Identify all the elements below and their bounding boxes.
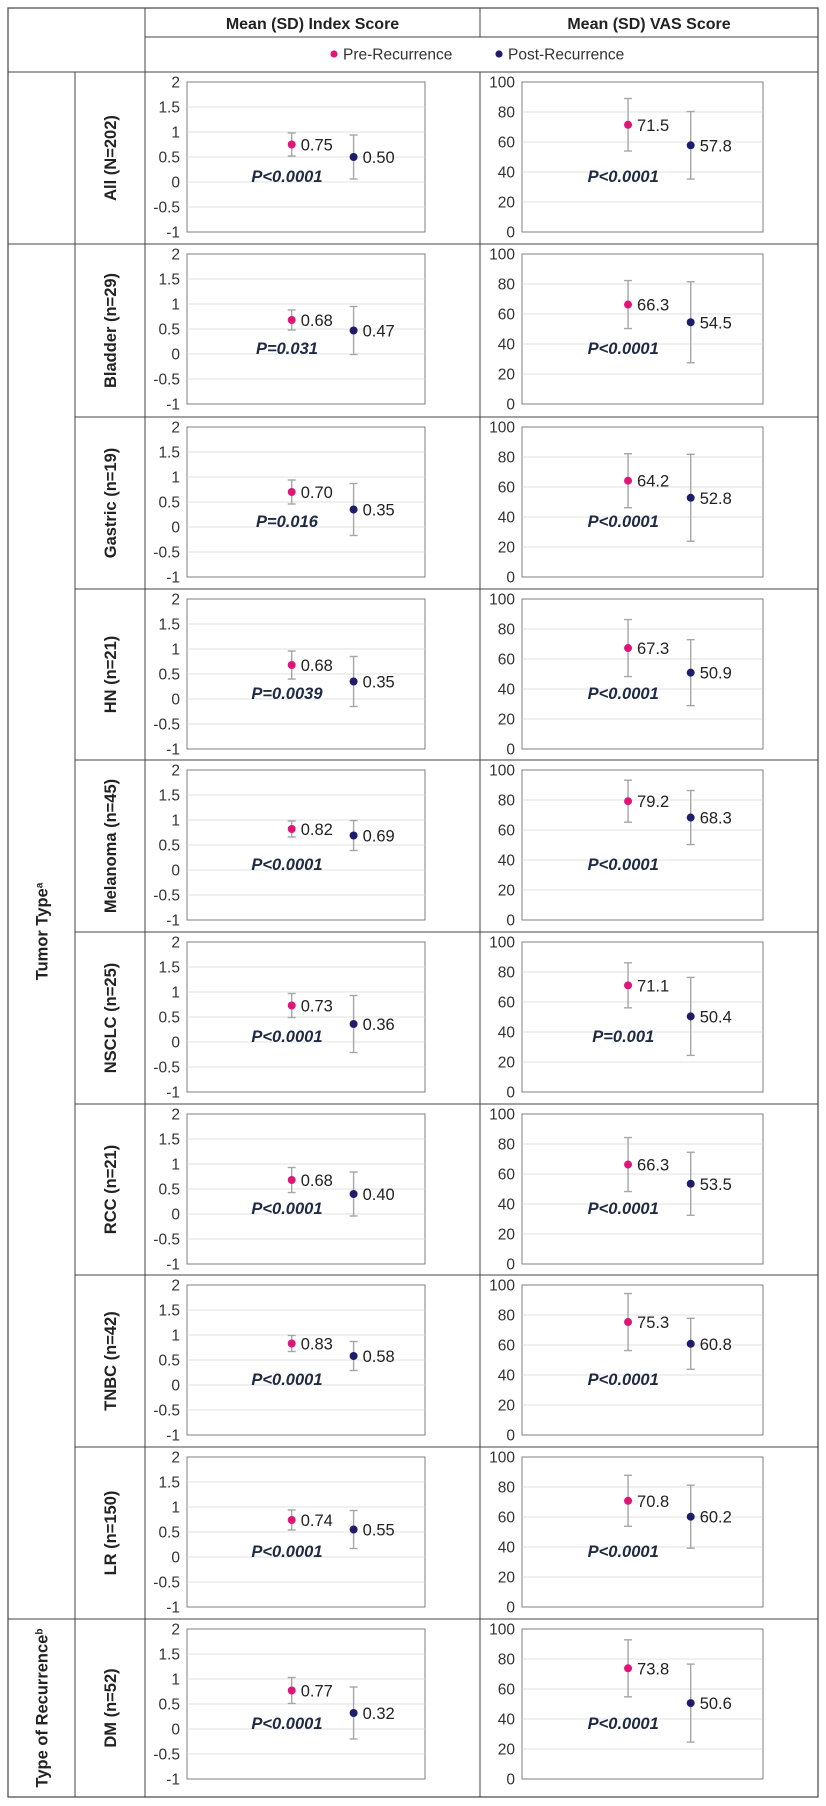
index-panel bbox=[153, 592, 425, 759]
y-tick-label: -0.5 bbox=[153, 1231, 180, 1249]
pre-value-label: 0.74 bbox=[300, 1512, 333, 1530]
y-tick-label: 2 bbox=[171, 762, 180, 780]
row-label bbox=[102, 115, 120, 201]
y-tick-label: 0 bbox=[506, 1771, 515, 1789]
pre-value-label: 0.68 bbox=[300, 1172, 333, 1190]
pre-value-label: 0.82 bbox=[300, 821, 333, 839]
pre-mean-point bbox=[624, 797, 632, 805]
y-tick-label: 100 bbox=[489, 762, 515, 780]
row-label bbox=[102, 1145, 120, 1234]
p-value-label: P<0.0001 bbox=[251, 1200, 323, 1218]
pre-mean-point bbox=[624, 121, 632, 129]
y-tick-label: -1 bbox=[166, 741, 180, 759]
row-label-text: DM (n=52) bbox=[102, 1668, 120, 1748]
vas-panel bbox=[489, 592, 763, 759]
post-mean-point bbox=[687, 1180, 695, 1188]
y-tick-label: 60 bbox=[497, 651, 515, 669]
post-value-label: 0.69 bbox=[362, 827, 395, 846]
post-value-label: 0.40 bbox=[362, 1186, 395, 1204]
post-value-label: 0.35 bbox=[362, 673, 395, 692]
vas-panel bbox=[489, 1622, 763, 1789]
y-tick-label: 60 bbox=[497, 1681, 515, 1699]
y-tick-label: 40 bbox=[497, 509, 515, 527]
vas-panel bbox=[489, 763, 763, 930]
index-panel bbox=[153, 247, 425, 414]
y-tick-label: 0.5 bbox=[158, 837, 180, 855]
group-label bbox=[34, 1629, 52, 1788]
y-tick-label: 1.5 bbox=[158, 959, 180, 977]
post-value-label: 50.6 bbox=[699, 1695, 732, 1714]
index-column-title: Mean (SD) Index Score bbox=[225, 16, 400, 33]
y-tick-label: 40 bbox=[497, 852, 515, 870]
y-tick-label: 0 bbox=[171, 1377, 180, 1395]
y-tick-label: 2 bbox=[171, 74, 180, 92]
row-label-text: Gastric (n=19) bbox=[102, 447, 120, 559]
y-tick-label: 20 bbox=[497, 366, 515, 384]
row-label bbox=[102, 636, 120, 713]
row-label bbox=[102, 779, 120, 913]
index-panel bbox=[153, 1622, 425, 1789]
pre-value-label: 70.8 bbox=[637, 1492, 670, 1511]
group-label-text bbox=[34, 1629, 52, 1788]
pre-mean-point bbox=[288, 825, 296, 833]
post-value-label: 52.8 bbox=[699, 489, 732, 508]
vas-panel bbox=[489, 935, 763, 1102]
vas-plot-frame bbox=[522, 82, 763, 232]
legend-post-marker bbox=[495, 50, 502, 57]
post-value-label: 50.9 bbox=[699, 664, 732, 683]
y-tick-label: 0 bbox=[506, 396, 515, 414]
group-label-text bbox=[34, 882, 52, 980]
row-label-text: TNBC (n=42) bbox=[102, 1311, 120, 1411]
pre-value-label: 79.2 bbox=[637, 793, 670, 812]
pre-mean-point bbox=[288, 1340, 296, 1348]
group-label-superscript: b bbox=[34, 1628, 45, 1635]
y-tick-label: 0 bbox=[506, 1599, 515, 1617]
p-value-label: P<0.0001 bbox=[251, 1543, 323, 1561]
y-tick-label: 20 bbox=[497, 539, 515, 557]
pre-mean-point bbox=[624, 644, 632, 652]
row-label bbox=[102, 448, 120, 559]
vas-plot-frame bbox=[522, 1457, 763, 1607]
post-value-label: 0.47 bbox=[362, 322, 395, 341]
row-label-text: All (N=202) bbox=[102, 115, 120, 201]
y-tick-label: 0 bbox=[506, 569, 515, 587]
y-tick-label: 1.5 bbox=[158, 271, 180, 289]
y-tick-label: 2 bbox=[171, 246, 180, 264]
y-tick-label: 60 bbox=[497, 822, 515, 840]
post-mean-point bbox=[350, 1526, 358, 1534]
group-label-superscript: a bbox=[34, 882, 45, 889]
y-tick-label: 0.5 bbox=[158, 149, 180, 167]
index-panel bbox=[153, 1450, 425, 1617]
y-tick-label: 0 bbox=[506, 1256, 515, 1274]
vas-panel bbox=[489, 420, 763, 587]
post-mean-point bbox=[350, 678, 358, 686]
y-tick-label: 60 bbox=[497, 1166, 515, 1184]
y-tick-label: -1 bbox=[166, 1084, 180, 1102]
post-value-label: 0.55 bbox=[362, 1521, 395, 1540]
vas-column-title: Mean (SD) VAS Score bbox=[567, 16, 731, 33]
y-tick-label: 80 bbox=[497, 964, 515, 982]
post-value-label: 54.5 bbox=[699, 314, 732, 333]
index-panel bbox=[153, 1107, 425, 1274]
y-tick-label: 1 bbox=[171, 641, 180, 659]
y-tick-label: 100 bbox=[489, 1621, 515, 1639]
p-value-label: P<0.0001 bbox=[587, 340, 659, 358]
post-value-label: 0.32 bbox=[362, 1705, 395, 1723]
y-tick-label: 0.5 bbox=[158, 666, 180, 684]
pre-value-label: 0.68 bbox=[300, 312, 333, 330]
y-tick-label: 0 bbox=[171, 519, 180, 537]
y-tick-label: 40 bbox=[497, 336, 515, 354]
pre-mean-point bbox=[288, 488, 296, 496]
y-tick-label: 40 bbox=[497, 1367, 515, 1385]
legend-pre-label: Pre-Recurrence bbox=[343, 46, 453, 64]
y-tick-label: 0.5 bbox=[158, 1181, 180, 1199]
y-tick-label: 1.5 bbox=[158, 1302, 180, 1320]
y-tick-label: 20 bbox=[497, 882, 515, 900]
y-tick-label: 1 bbox=[171, 1156, 180, 1174]
y-tick-label: -0.5 bbox=[153, 887, 180, 905]
y-tick-label: 100 bbox=[489, 591, 515, 609]
y-tick-label: -1 bbox=[166, 912, 180, 930]
p-value-label: P=0.031 bbox=[255, 340, 318, 358]
p-value-label: P<0.0001 bbox=[587, 1715, 659, 1733]
pre-value-label: 66.3 bbox=[637, 296, 670, 315]
row-label-text: NSCLC (n=25) bbox=[102, 962, 120, 1074]
y-tick-label: 40 bbox=[497, 1539, 515, 1557]
y-tick-label: -1 bbox=[166, 224, 180, 242]
p-value-label: P<0.0001 bbox=[251, 1715, 323, 1733]
y-tick-label: 80 bbox=[497, 792, 515, 810]
pre-value-label: 67.3 bbox=[637, 640, 670, 659]
y-tick-label: 100 bbox=[489, 419, 515, 437]
y-tick-label: 100 bbox=[489, 246, 515, 264]
pre-mean-point bbox=[624, 981, 632, 989]
y-tick-label: 0 bbox=[506, 912, 515, 930]
y-tick-label: 1 bbox=[171, 1671, 180, 1689]
post-value-label: 0.35 bbox=[362, 501, 395, 520]
y-tick-label: -0.5 bbox=[153, 716, 180, 734]
pre-value-label: 0.70 bbox=[300, 484, 333, 502]
p-value-label: P<0.0001 bbox=[587, 1200, 659, 1218]
p-value-label: P=0.016 bbox=[255, 513, 318, 531]
y-tick-label: 2 bbox=[171, 1449, 180, 1467]
y-tick-label: 0.5 bbox=[158, 494, 180, 512]
y-tick-label: 0 bbox=[171, 862, 180, 880]
pre-mean-point bbox=[288, 316, 296, 324]
y-tick-label: 80 bbox=[497, 1136, 515, 1154]
row-label-text: HN (n=21) bbox=[102, 635, 120, 714]
y-tick-label: 1 bbox=[171, 1499, 180, 1517]
y-tick-label: 0.5 bbox=[158, 1009, 180, 1027]
y-tick-label: 0.5 bbox=[158, 1524, 180, 1542]
pre-mean-point bbox=[288, 141, 296, 149]
row-label-text: Melanoma (n=45) bbox=[102, 778, 120, 914]
y-tick-label: 60 bbox=[497, 134, 515, 152]
y-tick-label: -0.5 bbox=[153, 1059, 180, 1077]
post-mean-point bbox=[687, 494, 695, 502]
y-tick-label: 1.5 bbox=[158, 99, 180, 117]
y-tick-label: 80 bbox=[497, 449, 515, 467]
y-tick-label: 0.5 bbox=[158, 1696, 180, 1714]
y-tick-label: 1 bbox=[171, 812, 180, 830]
post-mean-point bbox=[350, 832, 358, 840]
row-label-text: RCC (n=21) bbox=[102, 1144, 120, 1235]
y-tick-label: -0.5 bbox=[153, 1402, 180, 1420]
post-mean-point bbox=[350, 153, 358, 161]
y-tick-label: 20 bbox=[497, 1397, 515, 1415]
y-tick-label: 40 bbox=[497, 1024, 515, 1042]
pre-value-label: 66.3 bbox=[637, 1156, 670, 1175]
index-panel bbox=[153, 1278, 425, 1445]
y-tick-label: 80 bbox=[497, 1651, 515, 1669]
p-value-label: P<0.0001 bbox=[587, 168, 659, 186]
vas-panel bbox=[489, 1278, 763, 1445]
pre-mean-point bbox=[288, 661, 296, 669]
y-tick-label: 0 bbox=[506, 741, 515, 759]
pre-value-label: 0.77 bbox=[300, 1682, 333, 1701]
y-tick-label: 60 bbox=[497, 1337, 515, 1355]
pre-value-label: 71.5 bbox=[637, 116, 670, 135]
post-mean-point bbox=[350, 327, 358, 335]
index-panel bbox=[153, 420, 425, 587]
post-mean-point bbox=[687, 141, 695, 149]
p-value-label: P<0.0001 bbox=[587, 856, 659, 874]
pre-value-label: 0.68 bbox=[300, 657, 333, 675]
y-tick-label: 0 bbox=[171, 174, 180, 192]
post-mean-point bbox=[350, 1352, 358, 1360]
post-value-label: 60.2 bbox=[699, 1508, 732, 1527]
index-panel bbox=[153, 935, 425, 1102]
y-tick-label: 1.5 bbox=[158, 1646, 180, 1664]
y-tick-label: 0 bbox=[171, 1721, 180, 1739]
y-tick-label: 1 bbox=[171, 984, 180, 1002]
y-tick-label: 20 bbox=[497, 194, 515, 212]
y-tick-label: 0.5 bbox=[158, 321, 180, 339]
y-tick-label: 80 bbox=[497, 104, 515, 122]
vas-plot-frame bbox=[522, 1285, 763, 1435]
y-tick-label: 80 bbox=[497, 1307, 515, 1325]
vas-panel bbox=[489, 247, 763, 414]
pre-value-label: 64.2 bbox=[637, 472, 670, 491]
y-tick-label: 1.5 bbox=[158, 616, 180, 634]
vas-panel bbox=[489, 75, 763, 242]
vas-panel bbox=[489, 1450, 763, 1617]
row-label-text: Bladder (n=29) bbox=[102, 272, 120, 389]
post-mean-point bbox=[350, 1709, 358, 1717]
post-value-label: 50.4 bbox=[699, 1008, 732, 1027]
p-value-label: P<0.0001 bbox=[587, 1543, 659, 1561]
row-label bbox=[102, 1668, 120, 1747]
y-tick-label: 1 bbox=[171, 469, 180, 487]
group-label-main: Tumor Type bbox=[33, 888, 52, 981]
post-value-label: 68.3 bbox=[699, 809, 732, 828]
p-value-label: P<0.0001 bbox=[587, 685, 659, 703]
post-mean-point bbox=[687, 669, 695, 677]
y-tick-label: 2 bbox=[171, 591, 180, 609]
y-tick-label: 100 bbox=[489, 934, 515, 952]
y-tick-label: 20 bbox=[497, 711, 515, 729]
row-label-text: LR (n=150) bbox=[102, 1490, 120, 1576]
pre-mean-point bbox=[624, 1318, 632, 1326]
legend bbox=[330, 47, 624, 64]
pre-mean-point bbox=[288, 1516, 296, 1524]
y-tick-label: -0.5 bbox=[153, 544, 180, 562]
y-tick-label: 2 bbox=[171, 419, 180, 437]
post-mean-point bbox=[350, 1020, 358, 1028]
post-mean-point bbox=[687, 318, 695, 326]
y-tick-label: -1 bbox=[166, 569, 180, 587]
y-tick-label: 2 bbox=[171, 1106, 180, 1124]
y-tick-label: 40 bbox=[497, 1711, 515, 1729]
pre-mean-point bbox=[288, 1002, 296, 1010]
y-tick-label: 0 bbox=[171, 1034, 180, 1052]
y-tick-label: 20 bbox=[497, 1741, 515, 1759]
y-tick-label: 60 bbox=[497, 1509, 515, 1527]
y-tick-label: 0 bbox=[171, 691, 180, 709]
p-value-label: P<0.0001 bbox=[587, 1371, 659, 1389]
y-tick-label: -1 bbox=[166, 1599, 180, 1617]
index-panel bbox=[153, 75, 425, 242]
vas-panel bbox=[489, 1107, 763, 1274]
post-mean-point bbox=[350, 506, 358, 514]
row-label bbox=[102, 1491, 120, 1576]
p-value-label: P=0.0039 bbox=[251, 685, 323, 703]
p-value-label: P<0.0001 bbox=[251, 856, 323, 874]
y-tick-label: 0 bbox=[506, 1084, 515, 1102]
y-tick-label: 2 bbox=[171, 934, 180, 952]
y-tick-label: -0.5 bbox=[153, 371, 180, 389]
post-value-label: 0.58 bbox=[362, 1348, 395, 1366]
row-label bbox=[102, 1311, 120, 1410]
pre-value-label: 75.3 bbox=[637, 1314, 670, 1333]
y-tick-label: 80 bbox=[497, 621, 515, 639]
post-value-label: 0.36 bbox=[362, 1016, 395, 1034]
y-tick-label: 0.5 bbox=[158, 1352, 180, 1370]
pre-mean-point bbox=[624, 301, 632, 309]
y-tick-label: -1 bbox=[166, 1427, 180, 1445]
y-tick-label: -0.5 bbox=[153, 1746, 180, 1764]
y-tick-label: 40 bbox=[497, 164, 515, 182]
legend-post-label: Post-Recurrence bbox=[508, 46, 625, 64]
y-tick-label: 1.5 bbox=[158, 444, 180, 462]
y-tick-label: -0.5 bbox=[153, 1574, 180, 1592]
post-mean-point bbox=[350, 1190, 358, 1198]
y-tick-label: 20 bbox=[497, 1569, 515, 1587]
pre-value-label: 0.75 bbox=[300, 136, 333, 155]
y-tick-label: 1 bbox=[171, 296, 180, 314]
pre-mean-point bbox=[288, 1176, 296, 1184]
y-tick-label: 1.5 bbox=[158, 787, 180, 805]
y-tick-label: 0 bbox=[171, 1206, 180, 1224]
y-tick-label: 2 bbox=[171, 1277, 180, 1295]
y-tick-label: 0 bbox=[171, 346, 180, 364]
pre-value-label: 0.83 bbox=[300, 1335, 333, 1354]
y-tick-label: 60 bbox=[497, 994, 515, 1012]
p-value-label: P<0.0001 bbox=[251, 1028, 323, 1046]
y-tick-label: -0.5 bbox=[153, 199, 180, 217]
y-tick-label: 0 bbox=[506, 224, 515, 242]
y-tick-label: 1.5 bbox=[158, 1474, 180, 1492]
p-value-label: P<0.0001 bbox=[587, 513, 659, 531]
y-tick-label: 2 bbox=[171, 1621, 180, 1639]
post-value-label: 60.8 bbox=[699, 1335, 732, 1354]
post-value-label: 57.8 bbox=[699, 137, 732, 156]
post-mean-point bbox=[687, 814, 695, 822]
pre-mean-point bbox=[288, 1687, 296, 1695]
y-tick-label: 1 bbox=[171, 124, 180, 142]
pre-mean-point bbox=[624, 1664, 632, 1672]
y-tick-label: 1 bbox=[171, 1327, 180, 1345]
pre-value-label: 73.8 bbox=[637, 1660, 670, 1679]
y-tick-label: 100 bbox=[489, 74, 515, 92]
y-tick-label: -1 bbox=[166, 396, 180, 414]
y-tick-label: -1 bbox=[166, 1256, 180, 1274]
post-mean-point bbox=[687, 1340, 695, 1348]
y-tick-label: 100 bbox=[489, 1277, 515, 1295]
pre-mean-point bbox=[624, 1161, 632, 1169]
p-value-label: P=0.001 bbox=[592, 1028, 655, 1046]
y-tick-label: 20 bbox=[497, 1226, 515, 1244]
y-tick-label: 40 bbox=[497, 681, 515, 699]
y-tick-label: 80 bbox=[497, 1479, 515, 1497]
legend-pre-marker bbox=[330, 50, 337, 57]
post-value-label: 0.50 bbox=[362, 149, 395, 167]
post-value-label: 53.5 bbox=[699, 1175, 732, 1194]
p-value-label: P<0.0001 bbox=[251, 1371, 323, 1389]
post-mean-point bbox=[687, 1699, 695, 1707]
y-tick-label: 0 bbox=[506, 1427, 515, 1445]
y-tick-label: 80 bbox=[497, 276, 515, 294]
post-mean-point bbox=[687, 1012, 695, 1020]
y-tick-label: 60 bbox=[497, 306, 515, 324]
y-tick-label: 1.5 bbox=[158, 1131, 180, 1149]
y-tick-label: 20 bbox=[497, 1054, 515, 1072]
pre-value-label: 0.73 bbox=[300, 997, 333, 1016]
y-tick-label: 60 bbox=[497, 479, 515, 497]
post-mean-point bbox=[687, 1513, 695, 1521]
pre-mean-point bbox=[624, 477, 632, 485]
index-panel bbox=[153, 763, 425, 930]
y-tick-label: 0 bbox=[171, 1549, 180, 1567]
y-tick-label: 100 bbox=[489, 1106, 515, 1124]
y-tick-label: -1 bbox=[166, 1771, 180, 1789]
y-tick-label: 100 bbox=[489, 1449, 515, 1467]
group-label bbox=[34, 882, 52, 980]
y-tick-label: 40 bbox=[497, 1196, 515, 1214]
row-label bbox=[102, 963, 120, 1073]
pre-value-label: 71.1 bbox=[637, 977, 670, 996]
pre-mean-point bbox=[624, 1497, 632, 1505]
row-label bbox=[102, 273, 120, 388]
group-label-main: Type of Recurrence bbox=[33, 1634, 52, 1788]
p-value-label: P<0.0001 bbox=[251, 168, 323, 186]
